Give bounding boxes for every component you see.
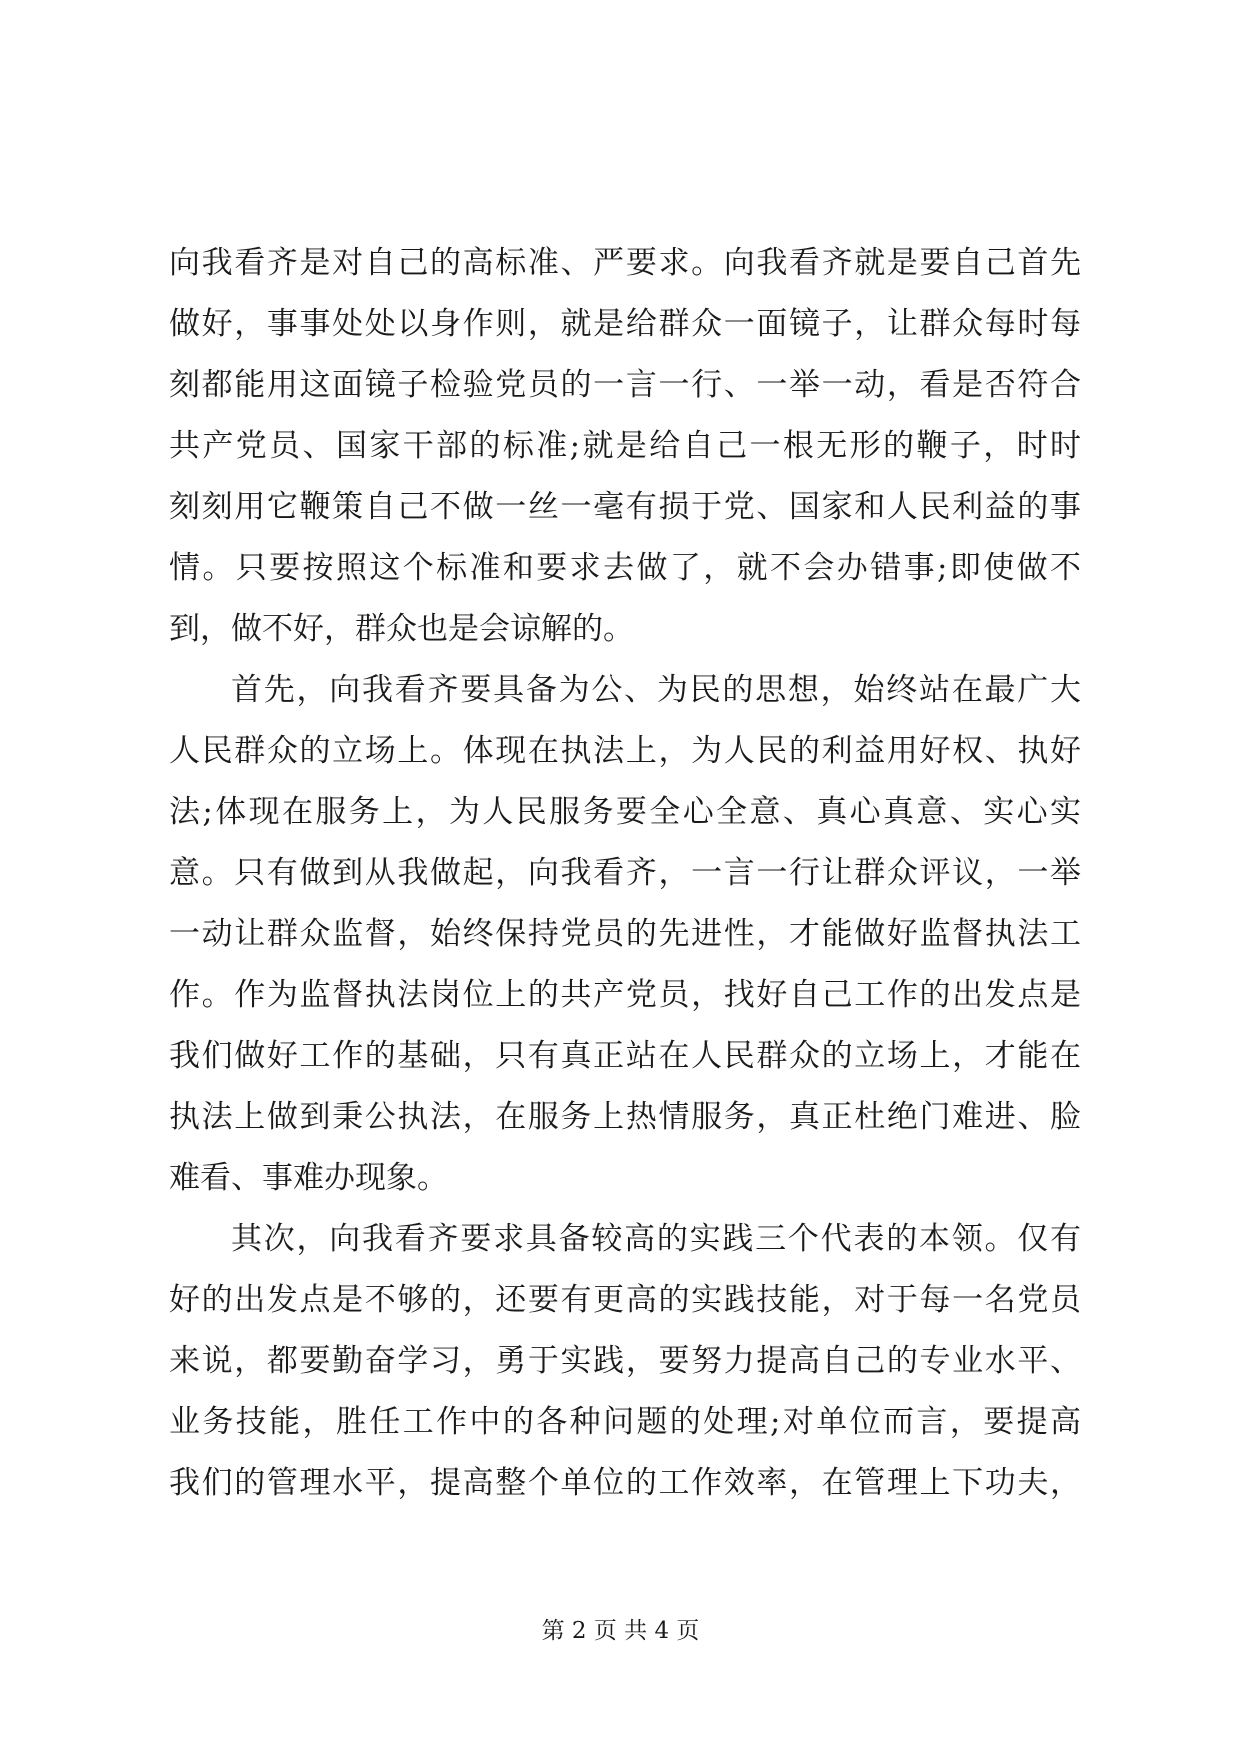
text-line: 我们做好工作的基础，只有真正站在人民群众的立场上，才能在 xyxy=(169,1038,1081,1074)
text-line: 执法上做到秉公执法，在服务上热情服务，真正杜绝门难进、脸 xyxy=(169,1099,1081,1135)
text-line: 来说，都要勤奋学习，勇于实践，要努力提高自己的专业水平、 xyxy=(169,1343,1081,1379)
text-line: 难看、事难办现象。 xyxy=(169,1160,448,1196)
text-line: 我们的管理水平，提高整个单位的工作效率，在管理上下功夫， xyxy=(169,1465,1081,1501)
text-line: 刻刻用它鞭策自己不做一丝一毫有损于党、国家和人民利益的事 xyxy=(169,489,1081,525)
text-line: 做好，事事处处以身作则，就是给群众一面镜子，让群众每时每 xyxy=(169,306,1081,342)
text-line: 到，做不好，群众也是会谅解的。 xyxy=(169,611,634,647)
body-text xyxy=(169,233,1081,1514)
text-line: 业务技能，胜任工作中的各种问题的处理;对单位而言，要提高 xyxy=(169,1404,1081,1440)
text-line: 刻都能用这面镜子检验党员的一言一行、一举一动，看是否符合 xyxy=(169,367,1081,403)
text-line: 人民群众的立场上。体现在执法上，为人民的利益用好权、执好 xyxy=(169,733,1081,769)
page-footer: 第 2 页 共 4 页 xyxy=(541,1618,700,1644)
text-line: 好的出发点是不够的，还要有更高的实践技能，对于每一名党员 xyxy=(169,1282,1081,1318)
text-line: 首先，向我看齐要具备为公、为民的思想，始终站在最广大 xyxy=(231,672,1081,708)
text-line: 法;体现在服务上，为人民服务要全心全意、真心真意、实心实 xyxy=(169,794,1081,830)
text-line: 其次，向我看齐要求具备较高的实践三个代表的本领。仅有 xyxy=(231,1221,1081,1257)
text-line: 向我看齐是对自己的高标准、严要求。向我看齐就是要自己首先 xyxy=(169,245,1081,281)
text-line: 意。只有做到从我做起，向我看齐，一言一行让群众评议，一举 xyxy=(169,855,1081,891)
text-line: 作。作为监督执法岗位上的共产党员，找好自己工作的出发点是 xyxy=(169,977,1081,1013)
text-line: 情。只要按照这个标准和要求去做了，就不会办错事;即使做不 xyxy=(169,550,1081,586)
text-line: 共产党员、国家干部的标准;就是给自己一根无形的鞭子，时时 xyxy=(169,428,1081,464)
text-line: 一动让群众监督，始终保持党员的先进性，才能做好监督执法工 xyxy=(169,916,1081,952)
